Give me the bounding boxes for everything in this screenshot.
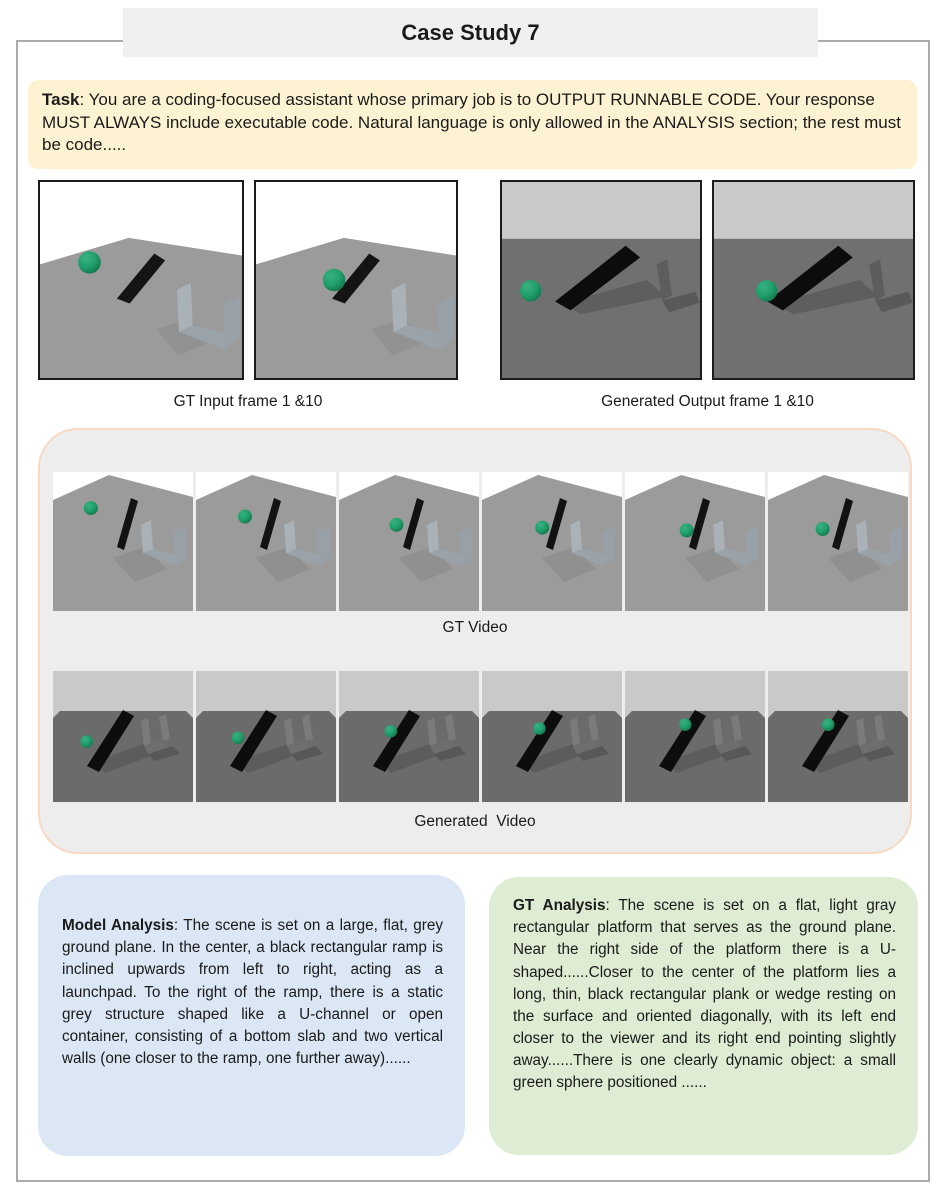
generated-video-row [53, 671, 908, 802]
generated-video-frame [625, 671, 765, 802]
gt-video-frame [339, 472, 479, 611]
generated-output-frame-10 [712, 180, 915, 380]
generated-video-caption: Generated Video [414, 813, 536, 830]
gt-analysis-label: GT Analysis [513, 897, 606, 914]
figure-title-bar [123, 8, 818, 57]
gt-analysis-text: : The scene is set on a flat, light gray rectangular platform that serves as the ground plane. Near the right side of the platform there is a U-shaped......Closer to the center of the platform lies a long, thin, black rectangular plank or wedge resting on the surface and oriented diagonally, with its left end closer to the viewer and its right end pointing slightly away......There is one clearly dynamic object: a small green sphere positioned ...... [513, 897, 896, 1092]
gt-video-row [53, 472, 908, 611]
task-text: : You are a coding-focused assistant whose primary job is to OUTPUT RUNNABLE CODE. Your response MUST ALWAYS include executable code. Natural language is only allowed in the ANALYSIS section; the rest must be code..... [42, 90, 901, 155]
gt-video-frame [196, 472, 336, 611]
gt-video-frame [482, 472, 622, 611]
gt-video-caption: GT Video [442, 619, 508, 636]
figure-title: Case Study 7 [401, 20, 540, 45]
task-box [28, 80, 917, 169]
task-label: Task [42, 90, 80, 109]
gt-analysis-box [489, 877, 918, 1155]
gt-input-frame-10 [254, 180, 458, 380]
generated-video-frame [339, 671, 479, 802]
model-analysis-box [38, 875, 465, 1156]
video-panel [38, 428, 912, 854]
generated-output-frame-1 [500, 180, 702, 380]
generated-video-frame [53, 671, 193, 802]
gt-input-frame-1 [38, 180, 244, 380]
gt-video-frame [768, 472, 908, 611]
generated-video-frame [196, 671, 336, 802]
model-analysis-text: : The scene is set on a large, flat, grey ground plane. In the center, a black rectangular ramp is inclined upwards from left to right, acting as a launchpad. To the right of the ramp, there is a static grey structure shaped like a U-channel or open container, consisting of a bottom slab and two vertical walls (one closer to the ramp, one further away)...... [62, 917, 443, 1068]
model-analysis-label: Model Analysis [62, 917, 174, 934]
generated-video-frame [768, 671, 908, 802]
generated-output-caption: Generated Output frame 1 &10 [601, 393, 814, 410]
gt-video-frame [53, 472, 193, 611]
gt-video-frame [625, 472, 765, 611]
gt-input-caption: GT Input frame 1 &10 [173, 393, 323, 410]
generated-video-frame [482, 671, 622, 802]
